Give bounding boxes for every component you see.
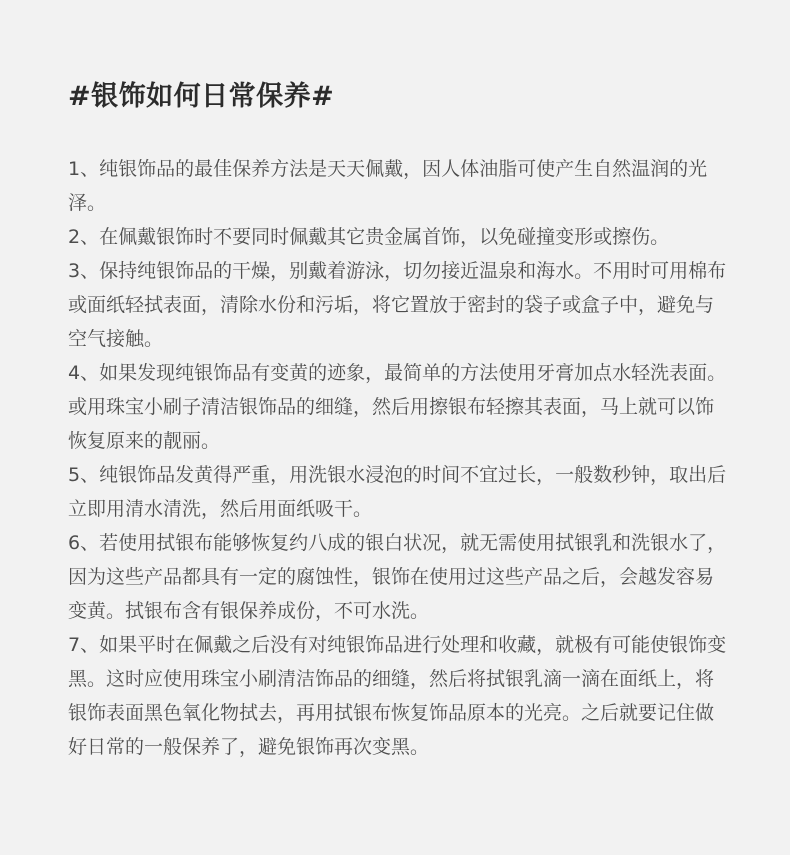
care-tip-1: 1、纯银饰品的最佳保养方法是天天佩戴，因人体油脂可使产生自然温润的光泽。	[68, 158, 708, 214]
article-title: #银饰如何日常保养#	[68, 81, 335, 112]
care-tip-6: 6、若使用拭银布能够恢复约八成的银白状况，就无需使用拭银乳和洗银水了，因为这些产品都具有一定的腐蚀性，银饰在使用过这些产品之后，会越发容易变黄。拭银布含有银保养成份，不可水洗。	[68, 532, 727, 622]
care-tip-5: 5、纯银饰品发黄得严重，用洗银水浸泡的时间不宜过长，一般数秒钟，取出后立即用清水清洗，然后用面纸吸干。	[68, 464, 727, 520]
care-tip-4: 4、如果发现纯银饰品有变黄的迹象，最简单的方法使用牙膏加点水轻洗表面。或用珠宝小刷子清洁银饰品的细缝，然后用擦银布轻擦其表面，马上就可以饰恢复原来的靓丽。	[68, 362, 727, 452]
care-tip-2: 2、在佩戴银饰时不要同时佩戴其它贵金属首饰，以免碰撞变形或擦伤。	[68, 226, 670, 248]
article-body	[68, 152, 728, 764]
care-tip-3: 3、保持纯银饰品的干燥，别戴着游泳，切勿接近温泉和海水。不用时可用棉布或面纸轻拭表面，清除水份和污垢，将它置放于密封的袋子或盒子中，避免与空气接触。	[68, 260, 727, 350]
care-tip-7: 7、如果平时在佩戴之后没有对纯银饰品进行处理和收藏，就极有可能使银饰变黑。这时应使用珠宝小刷清洁饰品的细缝，然后将拭银乳滴一滴在面纸上，将银饰表面黑色氧化物拭去，再用拭银布恢复饰品原本的光亮。之后就要记住做好日常的一般保养了，避免银饰再次变黑。	[68, 634, 727, 758]
